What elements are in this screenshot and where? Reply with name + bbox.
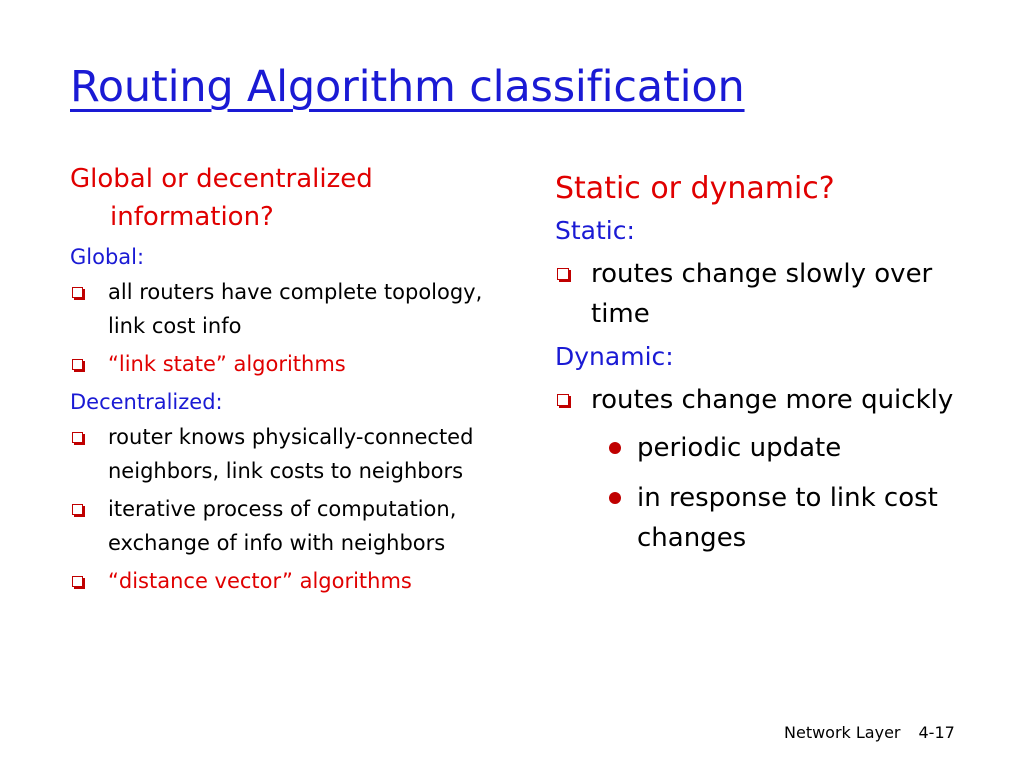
square-bullet-icon	[557, 268, 569, 280]
global-decentralized-question: Global or decentralized information?	[70, 164, 373, 232]
sub-list-item	[555, 478, 955, 558]
footer-section: Network Layer	[784, 723, 901, 742]
static-heading: Static:	[555, 216, 635, 245]
square-bullet-icon	[557, 394, 569, 406]
square-bullet-icon	[72, 504, 83, 515]
dynamic-heading: Dynamic:	[555, 342, 674, 371]
list-item	[555, 254, 955, 334]
sub-list-item-text: in response to link cost changes	[637, 483, 938, 553]
page-number: 4-17	[918, 723, 955, 742]
sub-list-item	[555, 428, 955, 468]
static-dynamic-question: Static or dynamic?	[555, 171, 835, 206]
list-item	[70, 492, 510, 560]
list-item	[70, 564, 510, 598]
square-bullet-icon	[72, 287, 83, 298]
square-bullet-icon	[72, 432, 83, 443]
square-bullet-icon	[72, 359, 83, 370]
round-bullet-icon	[609, 492, 621, 504]
list-item	[70, 420, 510, 488]
list-item-text: “distance vector” algorithms	[108, 569, 412, 593]
sub-list-item-text: periodic update	[637, 433, 842, 463]
decentralized-heading: Decentralized:	[70, 390, 223, 414]
list-item-text: routes change more quickly	[591, 385, 954, 415]
global-heading: Global:	[70, 245, 145, 269]
list-item	[70, 347, 510, 381]
slide-footer	[784, 723, 955, 742]
list-item	[70, 275, 510, 343]
right-column	[555, 160, 955, 568]
slide-title: Routing Algorithm classification	[70, 62, 745, 112]
list-item-text: “link state” algorithms	[108, 352, 346, 376]
square-bullet-icon	[72, 576, 83, 587]
list-item-text: routes change slowly over time	[591, 259, 933, 329]
list-item-text: router knows physically-connected neighbors, link costs to neighbors	[108, 425, 474, 483]
list-item	[555, 380, 955, 420]
left-column	[70, 160, 510, 602]
round-bullet-icon	[609, 442, 621, 454]
list-item-text: iterative process of computation, exchange of info with neighbors	[108, 497, 457, 555]
list-item-text: all routers have complete topology, link cost info	[108, 280, 483, 338]
